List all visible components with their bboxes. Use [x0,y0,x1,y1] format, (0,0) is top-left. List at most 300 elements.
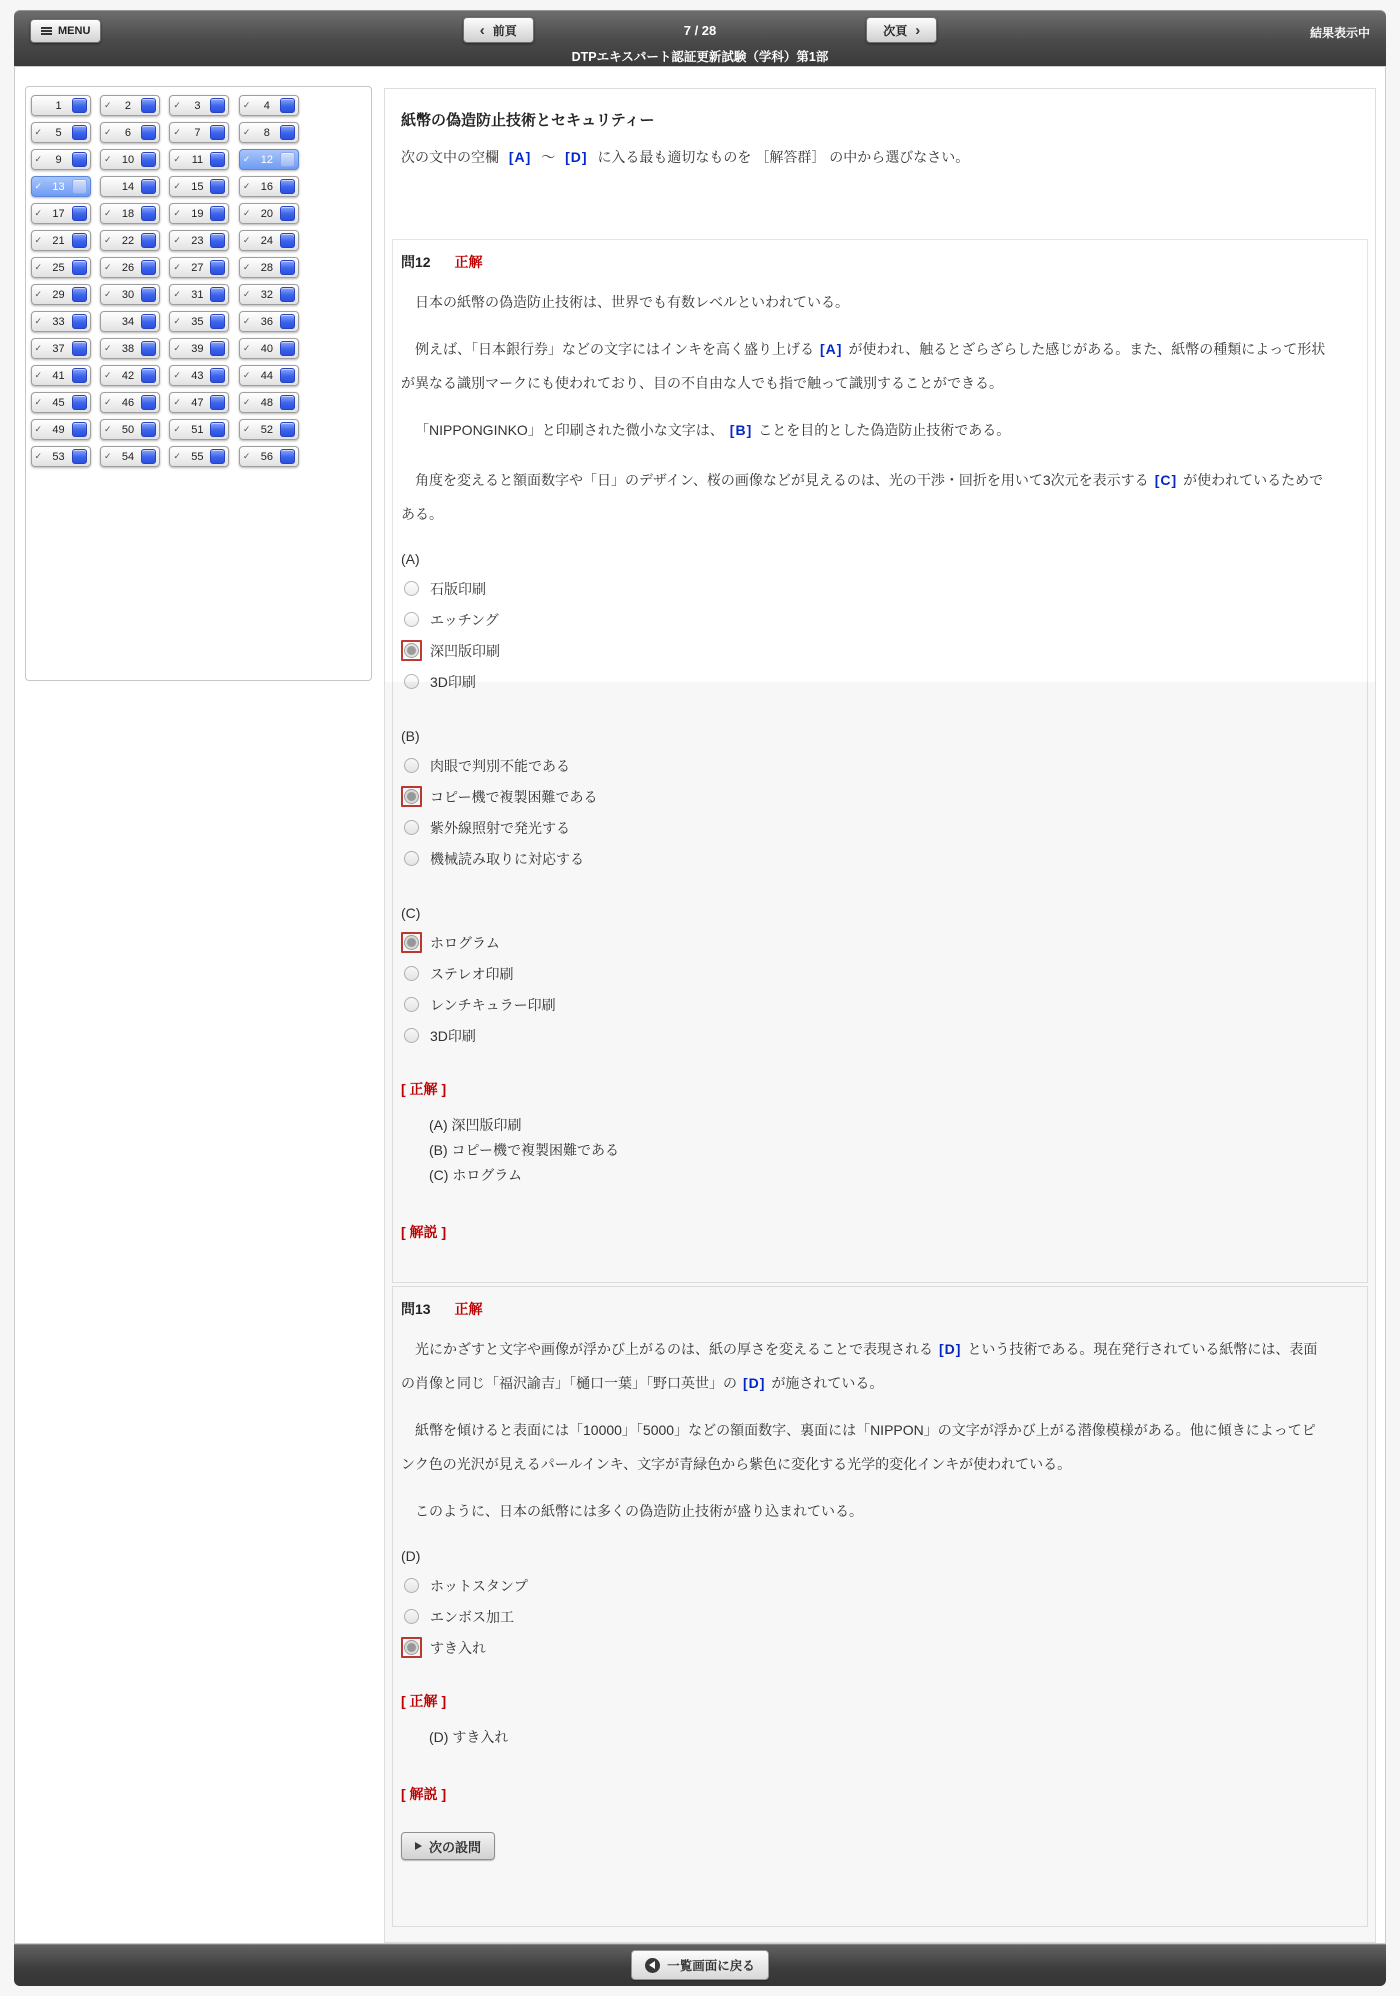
option-groups [401,1548,1359,1657]
radio-button[interactable] [401,1637,422,1658]
question-flag-icon [210,341,225,356]
question-nav-button[interactable] [31,122,91,143]
check-icon: ✓ [242,316,251,326]
question-number: 問12 [401,254,431,270]
question-paragraph: 例えば、「日本銀行券」などの文字にはインキを高く盛り上げる [A] が使われ、触るとざらざらした感じがある。また、紙幣の種類によって形状が異なる識別マークにも使われており、目の不自由な人でも指で触って識別することができる。 [401,341,1326,391]
option-label: ステレオ印刷 [430,965,514,982]
radio-button[interactable] [401,932,422,953]
question-card-13 [392,1286,1368,1927]
question-nav-button[interactable] [239,284,299,305]
question-nav-button[interactable] [31,176,91,197]
page-title: 紙幣の偽造防止技術とセキュリティー [401,112,655,129]
option-group [401,905,1359,1045]
option-row [401,610,1359,629]
question-number-label: 24 [260,234,273,247]
question-flag-icon [210,98,225,113]
check-icon: ✓ [173,127,181,137]
correct-answers-header: [ 正解 ] [401,1081,447,1097]
radio-button[interactable] [401,1575,422,1596]
question-nav-button[interactable] [31,230,91,251]
radio-circle [404,997,419,1012]
question-number-label: 18 [121,207,135,220]
arrow-right-icon [415,1842,422,1850]
question-flag-icon [210,206,225,221]
question-flag-icon [72,260,87,275]
option-row [401,1638,1359,1657]
question-flag-icon [141,341,156,356]
question-nav-button[interactable] [169,230,229,251]
check-icon: ✓ [34,397,43,407]
radio-circle [404,851,419,866]
question-flag-icon [141,314,156,329]
question-flag-icon [72,287,87,302]
question-number-label: 29 [52,288,65,301]
question-paragraph: 日本の紙幣の偽造防止技術は、世界でも有数レベルといわれている。 [415,294,849,310]
question-flag-icon [280,422,295,437]
check-icon: ✓ [34,289,43,299]
question-nav-button[interactable] [100,203,160,224]
option-group-label: (B) [401,728,420,744]
question-card-12 [392,239,1368,1283]
question-flag-icon [210,314,225,329]
question-nav-button[interactable] [239,419,299,440]
check-icon: ✓ [242,451,251,461]
question-nav-button[interactable] [100,419,160,440]
check-icon: ✓ [103,370,112,380]
question-nav-button[interactable] [100,284,160,305]
check-icon: ✓ [103,424,112,434]
option-row [401,672,1359,691]
option-row [401,1026,1359,1045]
radio-circle [404,935,419,950]
question-flag-icon [141,152,156,167]
option-group [401,728,1359,868]
question-nav-sidebar [25,86,372,681]
check-icon: ✓ [34,181,43,191]
option-list [401,1576,1359,1657]
check-icon: ✓ [173,451,181,461]
option-row [401,787,1359,806]
answer-line: (C) ホログラム [429,1167,523,1183]
question-number-label: 4 [263,99,270,112]
check-icon: ✓ [34,316,43,326]
bottom-bar [14,1944,1386,1986]
question-number-label: 26 [121,261,135,274]
question-nav-button[interactable] [31,446,91,467]
question-nav-button[interactable] [100,392,160,413]
question-number-label: 50 [121,423,135,436]
question-nav-button[interactable] [239,365,299,386]
option-row [401,641,1359,660]
question-number-label: 38 [121,342,135,355]
question-nav-button[interactable] [169,149,229,170]
question-header [401,252,1359,272]
check-icon: ✓ [173,154,181,164]
blank-token: [B] [729,422,753,438]
question-flag-icon [210,287,225,302]
question-nav-button[interactable] [239,446,299,467]
blank-token-d: [D] [565,149,588,165]
question-nav-button[interactable] [169,95,229,116]
correct-answers [401,1113,1359,1188]
check-icon: ✓ [242,235,251,245]
question-number-label: 13 [52,180,65,193]
question-number-label: 22 [121,234,135,247]
question-flag-icon [280,233,295,248]
check-icon: ✓ [242,343,251,353]
question-flag-icon [141,125,156,140]
back-to-list-button[interactable]: 一覧画面に戻る [631,1950,769,1980]
check-icon: ✓ [34,208,43,218]
question-nav-button[interactable] [169,392,229,413]
question-number-label: 41 [52,369,65,382]
question-nav-button[interactable] [239,122,299,143]
question-nav-button[interactable] [169,122,229,143]
question-nav-button[interactable] [169,419,229,440]
question-number-label: 33 [52,315,65,328]
question-number-label: 12 [260,153,273,166]
question-nav-button[interactable] [100,446,160,467]
question-number-label: 44 [260,369,273,382]
option-label: ホログラム [430,934,500,951]
radio-button[interactable] [401,848,422,869]
question-number-label: 31 [191,288,204,301]
check-icon: ✓ [242,424,251,434]
question-flag-icon [72,152,87,167]
option-label: 肉眼で判別不能である [430,757,570,774]
question-number-label: 16 [260,180,273,193]
next-question-button[interactable]: 次の設問 [401,1832,495,1860]
option-group-label: (D) [401,1548,421,1564]
question-number-label: 3 [194,99,201,112]
blank-token: [D] [939,1341,962,1357]
content-head [385,89,1375,167]
question-number-label: 27 [191,261,204,274]
question-nav-button[interactable] [31,338,91,359]
check-icon: ✓ [34,370,43,380]
radio-circle [404,789,419,804]
option-row [401,756,1359,775]
question-flag-icon [141,179,156,194]
question-flag-icon [210,125,225,140]
question-paragraph: 光にかざすと文字や画像が浮かび上がるのは、紙の厚さを変えることで表現される [D] という技術である。現在発行されている紙幣には、表面の肖像と同じ「福沢諭吉」「樋口一葉」「野口英世」の [D] が施されている。 [401,1341,1318,1391]
blank-token: [D] [743,1375,766,1391]
question-nav-button[interactable] [100,365,160,386]
blank-token-a: [A] [508,149,532,165]
radio-button[interactable] [401,640,422,661]
question-flag-icon [141,422,156,437]
question-flag-icon [210,152,225,167]
check-icon: ✓ [173,370,181,380]
answer-line: (B) コピー機で複製困難である [429,1142,619,1158]
question-nav-button[interactable] [100,257,160,278]
status-text: 結果表示中 [1309,26,1370,40]
check-icon: ✓ [103,262,112,272]
correct-answers [401,1725,1359,1750]
option-group [401,1548,1359,1657]
check-icon: ✓ [173,181,181,191]
prev-page-button[interactable]: ‹ 前頁 [463,17,534,43]
pager [14,17,1386,43]
question-number-label: 14 [121,180,135,193]
question-nav-button[interactable] [169,365,229,386]
check-icon: ✓ [103,100,112,110]
question-nav-button[interactable] [239,257,299,278]
page-panel [14,66,1386,1944]
check-icon: ✓ [103,154,112,164]
question-number-label: 54 [121,450,135,463]
option-row [401,1576,1359,1595]
check-icon: ✓ [173,100,181,110]
radio-button[interactable] [401,609,422,630]
question-nav-button[interactable] [239,338,299,359]
check-icon: ✓ [173,397,181,407]
question-flag-icon [141,368,156,383]
radio-button[interactable] [401,578,422,599]
question-number-label: 39 [191,342,204,355]
question-number-label: 23 [191,234,204,247]
check-icon: ✓ [34,235,43,245]
option-group [401,551,1359,691]
question-nav-button[interactable] [239,311,299,332]
question-number-label: 19 [191,207,204,220]
option-row [401,1607,1359,1626]
radio-circle [404,581,419,596]
option-label: すき入れ [430,1639,486,1656]
question-flag-icon [72,125,87,140]
question-number-label: 25 [52,261,65,274]
question-nav-button[interactable] [31,392,91,413]
question-nav-button[interactable] [239,149,299,170]
radio-circle [404,820,419,835]
option-row [401,849,1359,868]
main-content [384,88,1376,1943]
option-label: 機械読み取りに対応する [430,850,584,867]
check-icon: ✓ [173,208,181,218]
question-nav-button[interactable] [31,419,91,440]
question-flag-icon [72,314,87,329]
question-nav-button[interactable] [169,311,229,332]
result-badge: 正解 [454,1301,483,1317]
answer-line: (D) すき入れ [429,1729,509,1745]
question-number-label: 53 [52,450,65,463]
question-nav-button[interactable] [31,203,91,224]
question-flag-icon [280,287,295,302]
question-nav-button[interactable] [31,257,91,278]
question-nav-button[interactable] [100,95,160,116]
question-flag-icon [280,260,295,275]
check-icon: ✓ [103,451,112,461]
explanation-header: [ 解説 ] [401,1786,447,1802]
question-paragraph: このように、日本の紙幣には多くの偽造防止技術が盛り込まれている。 [415,1503,863,1519]
question-number-label: 5 [55,126,62,139]
question-number-label: 47 [191,396,204,409]
check-icon: ✓ [103,397,112,407]
check-icon: ✓ [242,100,251,110]
radio-button[interactable] [401,755,422,776]
option-row [401,818,1359,837]
check-icon: ✓ [242,127,251,137]
chevron-left-icon: ‹ [479,21,485,39]
question-number-label: 32 [260,288,273,301]
option-groups [401,551,1359,1045]
check-icon: ✓ [242,181,251,191]
question-nav-button[interactable] [31,284,91,305]
check-icon: ✓ [34,343,43,353]
question-flag-icon [72,449,87,464]
question-nav-button[interactable] [169,284,229,305]
question-flag-icon [210,368,225,383]
check-icon: ✓ [173,316,181,326]
question-number: 問13 [401,1301,431,1317]
question-flag-icon [210,422,225,437]
option-label: 紫外線照射で発光する [430,819,570,836]
option-label: 3D印刷 [430,673,476,690]
question-flag-icon [210,179,225,194]
question-nav-button[interactable] [239,203,299,224]
instruction: 次の文中の空欄 [A] ～ [D] に入る最も適切なものを ［解答群］ の中から選びなさい。 [401,149,970,165]
question-nav-button[interactable] [31,95,91,116]
radio-button[interactable] [401,817,422,838]
question-number-label: 10 [121,153,135,166]
question-number-label: 42 [121,369,135,382]
radio-circle [404,612,419,627]
radio-circle [404,674,419,689]
radio-button[interactable] [401,1025,422,1046]
question-text [401,285,1359,531]
question-number-label: 34 [121,315,135,328]
question-nav-button[interactable] [169,176,229,197]
option-label: 3D印刷 [430,1027,476,1044]
radio-button[interactable] [401,671,422,692]
question-flag-icon [72,422,87,437]
question-nav-button[interactable] [100,149,160,170]
question-flag-icon [141,449,156,464]
option-label: コピー機で複製困難である [430,788,598,805]
question-nav-button[interactable] [100,122,160,143]
next-question-wrap [401,1832,1359,1860]
option-group-label: (A) [401,551,420,567]
option-label: 深凹版印刷 [430,642,500,659]
option-label: ホットスタンプ [430,1577,528,1594]
header-bar [14,10,1386,66]
question-number-label: 21 [52,234,65,247]
option-label: レンチキュラー印刷 [430,996,556,1013]
check-icon: ✓ [34,424,43,434]
question-number-label: 9 [55,153,62,166]
next-page-button[interactable]: 次頁 › [866,17,937,43]
question-number-label: 40 [260,342,273,355]
question-nav-button[interactable] [239,176,299,197]
check-icon: ✓ [173,424,181,434]
menu-label: MENU [58,25,91,37]
chevron-right-icon: › [915,21,921,39]
question-flag-icon [210,260,225,275]
question-flag-icon [280,152,295,167]
answer-line: (A) 深凹版印刷 [429,1117,522,1133]
check-icon: ✓ [34,262,43,272]
option-row [401,995,1359,1014]
check-icon: ✓ [34,451,43,461]
radio-circle [404,966,419,981]
question-nav-button[interactable] [31,311,91,332]
radio-button[interactable] [401,786,422,807]
question-nav-button[interactable] [239,95,299,116]
question-number-label: 30 [121,288,135,301]
question-nav-button[interactable] [100,176,160,197]
question-flag-icon [210,233,225,248]
option-label: エッチング [430,611,499,628]
question-number-label: 46 [121,396,135,409]
question-flag-icon [280,179,295,194]
option-row [401,933,1359,952]
check-icon: ✓ [242,154,251,164]
check-icon: ✓ [242,208,251,218]
question-number-label: 48 [260,396,273,409]
check-icon: ✓ [242,397,251,407]
question-flag-icon [280,125,295,140]
question-flag-icon [72,233,87,248]
question-number-label: 36 [260,315,273,328]
radio-button[interactable] [401,963,422,984]
question-nav-button[interactable] [31,149,91,170]
question-flag-icon [280,449,295,464]
option-row [401,579,1359,598]
question-flag-icon [141,260,156,275]
question-number-label: 8 [263,126,270,139]
question-nav-button[interactable] [100,311,160,332]
question-flag-icon [141,206,156,221]
radio-button[interactable] [401,994,422,1015]
question-nav-button[interactable] [31,365,91,386]
question-flag-icon [141,287,156,302]
page-indicator: 7 / 28 [683,22,717,38]
question-nav-button[interactable] [239,230,299,251]
question-flag-icon [72,368,87,383]
result-badge: 正解 [454,254,483,270]
question-number-label: 15 [191,180,204,193]
check-icon: ✓ [103,235,112,245]
check-icon: ✓ [34,127,43,137]
question-flag-icon [280,395,295,410]
question-nav-button[interactable] [169,203,229,224]
question-flag-icon [280,206,295,221]
question-flag-icon [141,98,156,113]
check-icon: ✓ [242,289,251,299]
question-nav-button[interactable] [100,338,160,359]
question-paragraph: 紙幣を傾けると表面には「10000」「5000」などの額面数字、裏面には「NIPPON」の文字が浮かび上がる潜像模様がある。他に傾きによってピンク色の光沢が見えるパールインキ、文字が青緑色から紫色に変化する光学的変化インキが使われている。 [401,1422,1316,1472]
question-nav-button[interactable] [100,230,160,251]
radio-button[interactable] [401,1606,422,1627]
question-nav-button[interactable] [169,446,229,467]
check-icon: ✓ [103,343,112,353]
radio-circle [404,758,419,773]
question-flag-icon [72,98,87,113]
question-number-label: 49 [52,423,65,436]
question-flag-icon [141,233,156,248]
back-circle-icon [645,1958,660,1973]
question-nav-button[interactable] [169,338,229,359]
question-number-label: 51 [191,423,204,436]
question-number-label: 37 [52,342,65,355]
question-nav-button[interactable] [169,257,229,278]
question-nav-button[interactable] [239,392,299,413]
question-flag-icon [280,368,295,383]
question-number-label: 43 [191,369,204,382]
question-flag-icon [210,449,225,464]
question-header [401,1299,1359,1319]
check-icon: ✓ [173,343,181,353]
